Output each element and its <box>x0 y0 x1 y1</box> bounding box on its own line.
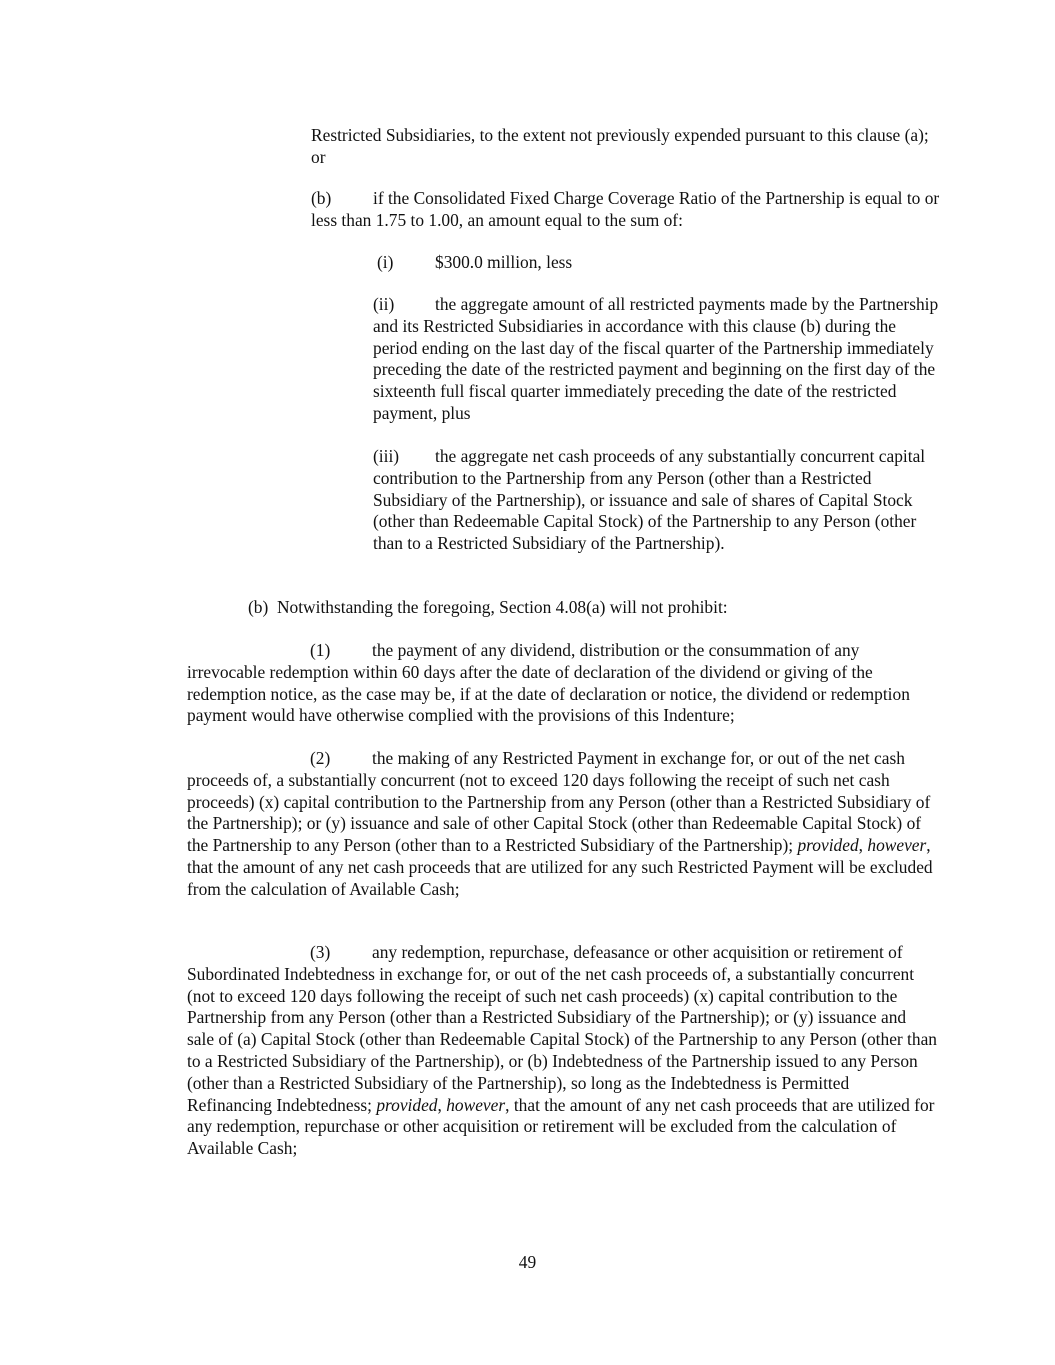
clause-b-paragraph <box>311 188 941 232</box>
item-2-paragraph <box>187 748 937 901</box>
item-3-text-a: any redemption, repurchase, defeasance or other acquisition or retirement of Subordinated Indebtedness in exchange for, or out of the net cash proceeds of, a substantially concurrent (not to exceed 120 days following the receipt of such net cash proceeds) (x) capital contribution to the Partnership from any Person (other than a Restricted Subsidiary of the Partnership); or (y) issuance and sale of (a) Capital Stock (other than Redeemable Capital Stock) of the Partnership to any Person (other than to a Restricted Subsidiary of the Partnership), or (b) Indebtedness of the Partnership issued to any Person (other than a Restricted Subsidiary of the Partnership), so long as the Indebtedness is Permitted Refinancing Indebtedness; <box>187 942 937 1115</box>
page-number: 49 <box>518 1252 537 1272</box>
item-3-text-b: , that the amount of any net cash proceeds that are utilized for any redemption, repurchase or other acquisition or retirement will be excluded from the calculation of Available Cash; <box>187 1094 935 1159</box>
continuation-paragraph <box>311 125 941 169</box>
item-3-however: however <box>446 1094 506 1115</box>
continuation-text: Restricted Subsidiaries, to the extent not previously expended pursuant to this clause (a); or <box>311 125 929 167</box>
item-2-text-b: , that the amount of any net cash proceeds that are utilized for any such Restricted Payment will be excluded from the calculation of Available Cash; <box>187 835 933 899</box>
sub-i-text: $300.0 million, less <box>435 252 573 272</box>
item-2-comma: , <box>858 835 868 856</box>
item-2-label: (2) <box>310 748 331 768</box>
item-1-label: (1) <box>310 640 331 660</box>
clause-b-text: if the Consolidated Fixed Charge Coverage Ratio of the Partnership is equal to or less than 1.75 to 1.00, an amount equal to the sum of: <box>311 188 940 230</box>
section-b-heading: (b) Notwithstanding the foregoing, Section 4.08(a) will not prohibit: <box>248 597 728 617</box>
sub-iii-text: the aggregate net cash proceeds of any substantially concurrent capital contribution to the Partnership from any Person (other than a Restricted Subsidiary of the Partnership), or issuance and sale of shares of Capital Stock (other than Redeemable Capital Stock) of the Partnership to any Person (other than to a Restricted Subsidiary of the Partnership). <box>373 446 926 554</box>
item-1-text: the payment of any dividend, distribution or the consummation of any irrevocable redemption within 60 days after the date of declaration of the dividend or giving of the redemption notice, as the case may be, if at the date of declaration or notice, the dividend or redemption payment would have otherwise complied with the provisions of this Indenture; <box>187 640 910 726</box>
item-3-label: (3) <box>310 942 331 962</box>
sub-iii-label: (iii) <box>373 446 400 466</box>
item-3-provided: provided <box>376 1094 438 1115</box>
sub-i-label: (i) <box>377 252 394 272</box>
sub-i-paragraph <box>373 252 943 274</box>
clause-b-label: (b) <box>311 188 332 208</box>
sub-ii-paragraph <box>373 294 943 425</box>
item-3-paragraph <box>187 942 937 1160</box>
item-2-however: however <box>867 835 927 856</box>
sub-ii-label: (ii) <box>373 294 395 314</box>
sub-iii-paragraph <box>373 446 943 555</box>
item-2-provided: provided <box>797 835 859 856</box>
item-1-paragraph <box>187 640 937 727</box>
item-3-comma: , <box>437 1094 442 1115</box>
item-2-text-a: the making of any Restricted Payment in exchange for, or out of the net cash proceeds of, a substantially concurrent (not to exceed 120 days following the receipt of such net cash proceeds) (x) capital contribution to the Partnership from any Person (other than a Restricted Subsidiary of the Partnership); or (y) issuance and sale of other Capital Stock (other than Redeemable Capital Stock) of the Partnership to any Person (other than to a Restricted Subsidiary of the Partnership); <box>187 748 931 856</box>
sub-ii-text: the aggregate amount of all restricted payments made by the Partnership and its Restricted Subsidiaries in accordance with this clause (b) during the period ending on the last day of the fiscal quarter of the Partnership immediately preceding the date of the restricted payment and beginning on the first day of the sixteenth full fiscal quarter immediately preceding the date of the restricted payment, plus <box>373 294 939 423</box>
